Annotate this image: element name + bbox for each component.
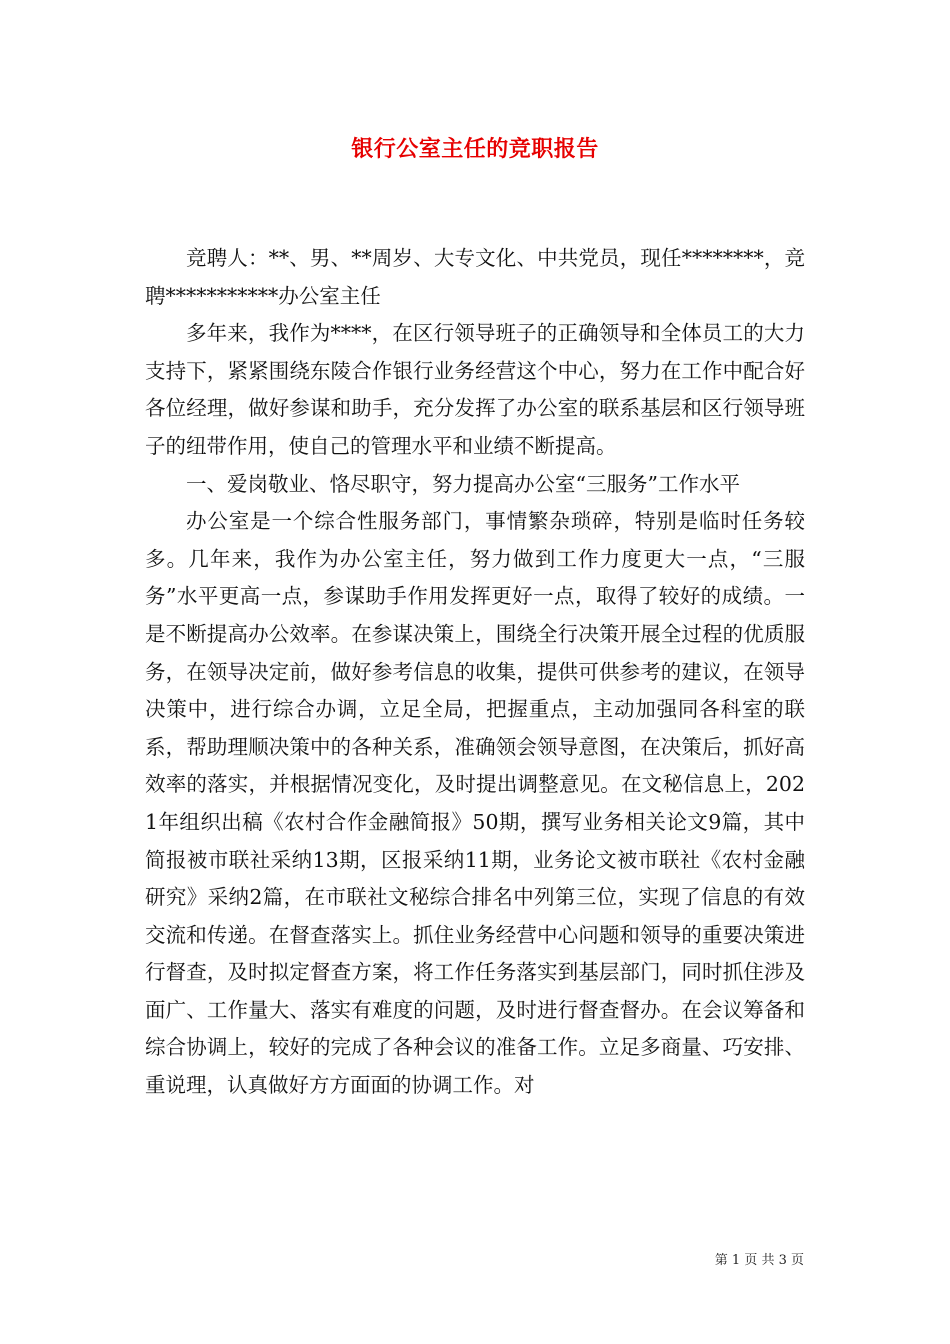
section-heading-1: 一、爱岗敬业、恪尽职守，努力提高办公室“三服务”工作水平 (186, 471, 740, 496)
page-number: 第 1 页 共 3 页 (714, 1253, 804, 1268)
document-title: 银行公室主任的竞职报告 (351, 136, 599, 162)
paragraph-office-work: 办公室是一个综合性服务部门，事情繁杂琐碎，特别是临时任务较多。几年来，我作为办公室主任，努力做到工作力度更大一点，“三服务”水平更高一点，参谋助手作用发挥更好一点，取得了较好的成绩。一是不断提高办公效率。在参谋决策上，围绕全行决策开展全过程的优质服务，在领导决定前，做好参考信息的收集，提供可供参考的建议，在领导决策中，进行综合办调，立足全局，把握重点，主动加强同各科室的联系，帮助理顺决策中的各种关系，准确领会领导意图，在决策后，抓好高效率的落实，并根据情况变化，及时提出调整意见。在文秘信息上，2021年组织出稿《农村合作金融简报》50期，撰写业务相关论文9篇，其中简报被市联社采纳13期，区报采纳11期，业务论文被市联社《农村金融研究》采纳2篇，在市联社文秘综合排名中列第三位，实现了信息的有效交流和传递。在督查落实上。抓住业务经营中心问题和领导的重要决策进行督查，及时拟定督查方案，将工作任务落实到基层部门，同时抓住涉及面广、工作量大、落实有难度的问题，及时进行督查督办。在会议筹备和综合协调上，较好的完成了各种会议的准备工作。立足多商量、巧安排、重说理，认真做好方方面面的协调工作。对 (145, 509, 805, 1098)
document-body (145, 240, 805, 1105)
paragraph-intro: 多年来，我作为****，在区行领导班子的正确领导和全体员工的大力支持下，紧紧围绕东陵合作银行业务经营这个中心，努力在工作中配合好各位经理，做好参谋和助手，充分发挥了办公室的联系基层和区行领导班子的纽带作用，使自己的管理水平和业绩不断提高。 (145, 321, 805, 458)
paragraph-candidate-info: 竞聘人：**、男、**周岁、大专文化、中共党员，现任********，竞聘***********办公室主任 (145, 246, 805, 308)
